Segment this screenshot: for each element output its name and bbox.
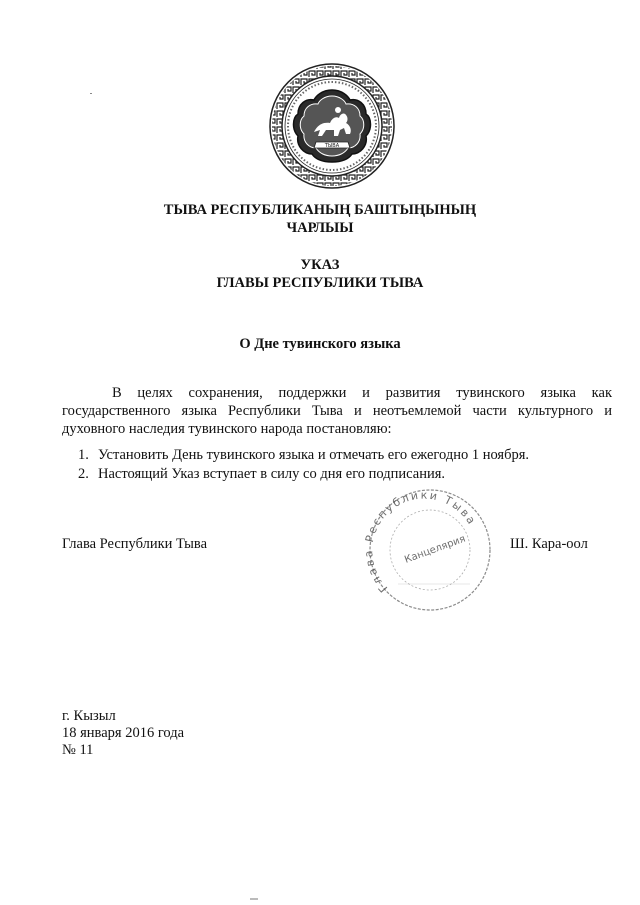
signature-name: Ш. Кара-оол <box>510 536 588 552</box>
header-ukaz <box>0 256 640 292</box>
scan-artifact <box>90 93 92 94</box>
decree-item-1 <box>78 446 618 465</box>
stamp-inner-text: Канцелярия <box>403 533 468 566</box>
header-tyvan-line2: ЧАРЛЫЫ <box>286 220 354 236</box>
chancellery-stamp <box>358 488 498 618</box>
decree-title: О Дне тувинского языка <box>239 336 401 352</box>
decree-item-number: 1. <box>78 447 89 463</box>
decree-footer <box>62 708 184 759</box>
header-tyvan-line1: ТЫВА РЕСПУБЛИКАНЫҢ БАШТЫҢЫНЫҢ <box>163 202 477 218</box>
decree-item-number: 2. <box>78 466 89 482</box>
header-tyvan <box>0 201 640 237</box>
footer-city: г. Кызыл <box>62 708 116 724</box>
footer-date: 18 января 2016 года <box>62 725 185 741</box>
footer-number: № 11 <box>62 742 94 758</box>
decree-preamble: В целях сохранения, поддержки и развития тувинского языка как государственного языка Республики Тыва и неотъемлемой части культурного и духовного наследия тувинского народа постановляю: <box>62 385 612 437</box>
scan-artifact <box>250 898 258 900</box>
decree-item-text: Установить День тувинского языка и отмечать его ежегодно 1 ноября. <box>98 447 530 463</box>
header-ukaz-line2: ГЛАВЫ РЕСПУБЛИКИ ТЫВА <box>216 275 424 291</box>
decree-item-2 <box>78 465 618 484</box>
tuva-emblem-icon <box>268 62 396 190</box>
decree-item-text: Настоящий Указ вступает в силу со дня его подписания. <box>98 466 446 482</box>
stamp-outer-text: Глава Республики Тыва <box>362 488 479 595</box>
emblem-text: ТЫВА <box>324 143 340 149</box>
signature-position: Глава Республики Тыва <box>62 536 208 552</box>
decree-items-list <box>78 446 618 484</box>
header-ukaz-line1: УКАЗ <box>300 257 340 273</box>
